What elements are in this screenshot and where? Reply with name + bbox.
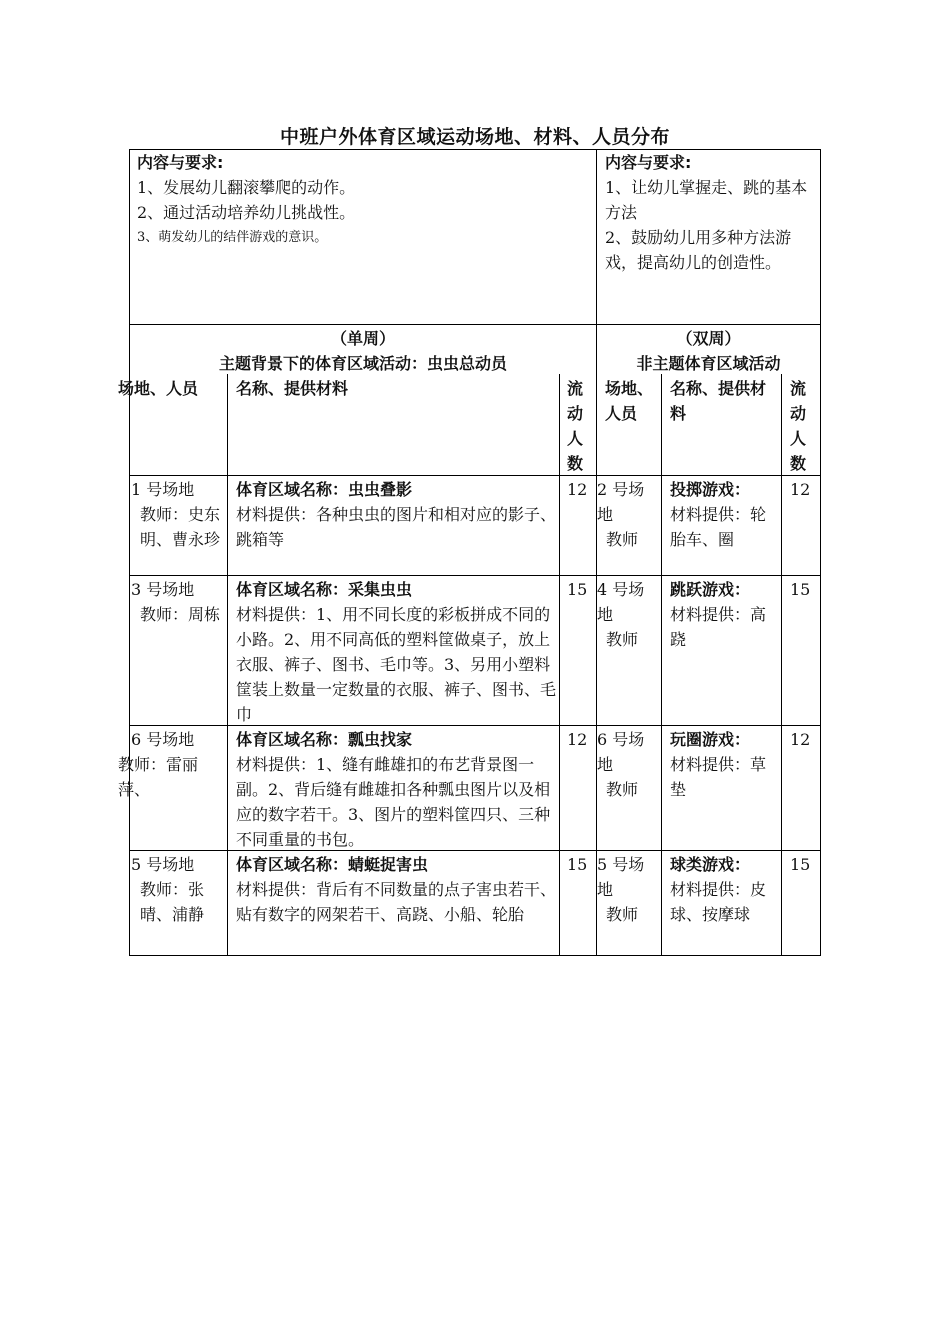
venue-label: 5 号场地 xyxy=(131,855,195,874)
left-requirement-item: 1、发展幼儿翻滚攀爬的动作。 xyxy=(137,178,356,197)
flow-count-2: 12 xyxy=(790,730,811,749)
activity-name: 体育区域名称：虫虫叠影 xyxy=(236,480,413,499)
table-row-venue-2 xyxy=(597,477,659,574)
right-requirements-heading: 内容与要求: xyxy=(605,153,692,172)
flow-count-2: 15 xyxy=(790,580,811,599)
table-row-activity xyxy=(236,577,556,724)
table-row-activity-2 xyxy=(670,477,778,574)
header-name-material: 名称、提供材料 xyxy=(236,379,349,398)
venue-label: 6 号场地 xyxy=(131,730,195,749)
activity-material: 材料提供：1、缝有雌雄扣的布艺背景图一副。2、背后缝有雌雄扣各种瓢虫图片以及相应的数字若干。3、图片的塑料筐四只、三种不同重量的书包。 xyxy=(236,755,551,849)
flow-count: 15 xyxy=(567,580,588,599)
activity-name: 体育区域名称：采集虫虫 xyxy=(236,580,413,599)
teacher-label: 教师：张晴、浦静 xyxy=(140,880,205,924)
table-row-venue xyxy=(131,852,225,954)
right-requirement-item: 1、让幼儿掌握走、跳的基本方法 xyxy=(605,178,808,222)
header-flow-2: 流动人数 xyxy=(790,379,807,473)
activity-name-2: 投掷游戏： xyxy=(670,480,751,499)
teacher-label-2: 教师 xyxy=(606,530,639,549)
table-row-venue xyxy=(131,477,225,574)
activity-material-2: 材料提供：轮胎车、圈 xyxy=(670,505,767,549)
table-row-activity xyxy=(236,477,556,574)
left-requirements xyxy=(137,150,592,322)
single-week-header xyxy=(130,326,596,374)
single-week-label: （单周） xyxy=(330,329,395,348)
teacher-label: 教师：史东明、曹永珍 xyxy=(140,505,221,549)
activity-name-2: 玩圈游戏： xyxy=(670,730,751,749)
activity-material: 材料提供：各种虫虫的图片和相对应的影子、跳箱等 xyxy=(236,505,556,549)
page-title: 中班户外体育区域运动场地、材料、人员分布 xyxy=(279,126,670,148)
double-week-subtitle: 非主题体育区域活动 xyxy=(636,354,781,373)
venue-label-2: 2 号场地 xyxy=(597,480,645,524)
activity-material-2: 材料提供：草垫 xyxy=(670,755,767,799)
teacher-label-2: 教师 xyxy=(606,630,639,649)
flow-count-2: 12 xyxy=(790,480,811,499)
activity-name: 体育区域名称：瓢虫找家 xyxy=(236,730,413,749)
flow-count-2: 15 xyxy=(790,855,811,874)
header-venue: 场地、人员 xyxy=(118,379,199,398)
left-requirement-item: 2、通过活动培养幼儿挑战性。 xyxy=(137,203,356,222)
activity-material-2: 材料提供：高跷 xyxy=(670,605,767,649)
venue-label: 1 号场地 xyxy=(131,480,195,499)
venue-label-2: 6 号场地 xyxy=(597,730,645,774)
table-row-venue-2 xyxy=(597,852,659,954)
table-row-activity-2 xyxy=(670,577,778,724)
venue-label-2: 5 号场地 xyxy=(597,855,645,899)
left-requirements-heading: 内容与要求: xyxy=(137,153,224,172)
single-week-subtitle: 主题背景下的体育区域活动：虫虫总动员 xyxy=(218,354,507,373)
table-row-activity-2 xyxy=(670,727,778,849)
header-flow: 流动人数 xyxy=(567,379,584,473)
activity-material: 材料提供：背后有不同数量的点子害虫若干、贴有数字的网架若干、高跷、小船、轮胎 xyxy=(236,880,556,924)
teacher-label-2: 教师 xyxy=(606,905,639,924)
table-row-venue-2 xyxy=(597,577,659,724)
double-week-label: （双周） xyxy=(676,329,741,348)
activity-name-2: 球类游戏： xyxy=(670,855,751,874)
right-requirements xyxy=(605,150,817,322)
venue-label-2: 4 号场地 xyxy=(597,580,645,624)
double-week-header xyxy=(597,326,820,374)
table-row-activity xyxy=(236,852,556,954)
right-requirement-item: 2、鼓励幼儿用多种方法游戏，提高幼儿的创造性。 xyxy=(605,228,792,272)
flow-count: 15 xyxy=(567,855,588,874)
teacher-label: 教师：周栋 xyxy=(140,605,221,624)
table-row-venue-2 xyxy=(597,727,659,849)
activity-name: 体育区域名称：蜻蜓捉害虫 xyxy=(236,855,429,874)
header-name-material-2: 名称、提供材料 xyxy=(670,379,767,423)
venue-label: 3 号场地 xyxy=(131,580,195,599)
teacher-label-2: 教师 xyxy=(606,780,639,799)
teacher-label: 教师：雷丽萍、 xyxy=(118,755,199,799)
table-row-activity xyxy=(236,727,556,849)
activity-name-2: 跳跃游戏： xyxy=(670,580,751,599)
left-requirement-item: 3、萌发幼儿的结伴游戏的意识。 xyxy=(137,230,328,245)
activity-material: 材料提供：1、用不同长度的彩板拼成不同的小路。2、用不同高低的塑料筐做桌子，放上衣服、裤子、图书、毛巾等。3、另用小塑料筐装上数量一定数量的衣服、裤子、图书、毛巾 xyxy=(236,605,556,724)
header-venue-2: 场地、人员 xyxy=(605,379,654,423)
table-row-venue xyxy=(131,577,225,724)
flow-count: 12 xyxy=(567,730,588,749)
table-row-venue xyxy=(118,727,225,849)
flow-count: 12 xyxy=(567,480,588,499)
activity-material-2: 材料提供：皮球、按摩球 xyxy=(670,880,767,924)
table-row-activity-2 xyxy=(670,852,778,954)
